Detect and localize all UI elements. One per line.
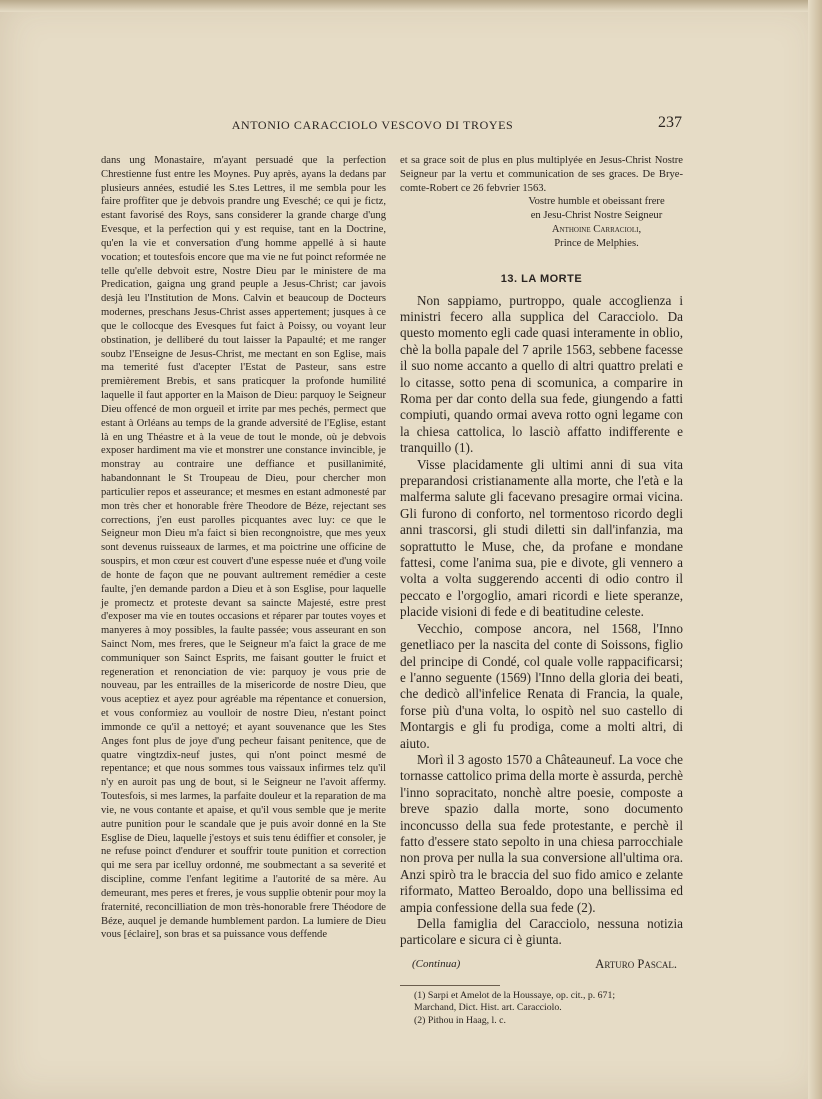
signatory-title: Prince de Melphies. [554, 237, 639, 249]
paragraph: Non sappiamo, purtroppo, quale accoglienza i ministri fecero alla supplica del Caracciolo. Da questo momento egli cade quasi interamente in oblio, chè la bolla papale del 7 aprile 1563, sebbene facesse il suo nome accanto a quello di altri quattro prelati e lo citasse, sotto pena di scomunica, a comparire in Roma per dar conto della sua fede, giungendo a fatti compiuti, quando ormai aveva rotto ogni legame con la chiesa cattolica, lo lasciò affatto indifferente e tranquillo (1). [400, 292, 683, 456]
page-top-edge [0, 0, 822, 12]
footnote: (1) Sarpi et Amelot de la Houssaye, op. cit., p. 671; [414, 989, 616, 1001]
footnote: (2) Pithou in Haag, l. c. [414, 1014, 506, 1026]
footnote-continuation: Marchand, Dict. Hist. art. Caracciolo. [414, 1002, 562, 1014]
page-header [100, 112, 682, 138]
right-column [400, 154, 683, 1027]
author-name: Arturo Pascal. [595, 956, 677, 971]
paragraph: Visse placidamente gli ultimi anni di sua vita preparandosi cristianamente alla morte, che l'età e la malferma salute gli facevano presagire ormai vicina. Gli furono di conforto, nel tormentoso ricordo degli anni trascorsi, gli studi diletti sin dall'infanzia, ma soprattutto le Muse, che, da profane e mondane fattesi, come l'anima sua, pie e divote, gli vennero a volta a volta suggerendo accenti di odio contro il peccato e l'orgoglio, amari ricordi e liete speranze, placide visioni di fede e di beatitudine celeste. [400, 456, 683, 620]
footnote-rule [400, 985, 500, 986]
closing-line: Vostre humble et obeissant frere [528, 196, 665, 208]
left-column [101, 154, 386, 942]
letter-conclusion: et sa grace soit de plus en plus multiplyée en Jesus-Christ Nostre Seigneur par la vertu et communication de ses graces. De Brye-comte-Robert ce 26 febvrier 1563. [400, 155, 683, 194]
paragraph: Della famiglia del Caracciolo, nessuna notizia particolare e sicura ci è giunta. [400, 916, 683, 948]
paragraph: Morì il 3 agosto 1570 a Châteauneuf. La voce che tornasse cattolico prima della morte è assurda, perchè l'inno sopracitato, nonchè altre poesie, composte a breve spazio dalla morte, sono documento inconcusso della sua fede protestante, e perchè il fatto d'essere stato sepolto in una chiesa parrocchiale non prova per nulla la sua conversione all'ultima ora. Anzi spirò tra le braccia del suo fido amico e zelante riformato, Matteo Beroaldo, dopo una bellissima ed ampia confessione della sua fede (2). [400, 751, 683, 915]
signatory-name: Anthoine Carracioli, [551, 223, 642, 235]
signature-row [400, 955, 683, 977]
page-number: 237 [658, 114, 682, 131]
closing-line: en Jesu-Christ Nostre Seigneur [530, 210, 663, 222]
section-heading: 13. LA MORTE [500, 272, 583, 285]
running-head: ANTONIO CARACCIOLO VESCOVO DI TROYES [231, 118, 514, 132]
continua-note: (Continua) [412, 957, 461, 970]
paragraph: Vecchio, compose ancora, nel 1568, l'Inno genetliaco per la nascita del conte di Soissons, figlio del principe di Condé, col quale volle rappacificarsi; e l'anno seguente (1569) l'Inno della gloria dei beati, che dedicò all'infelice Renata di Francia, la quale, forse più d'una volta, lo ospitò nel suo castello di Montargis e gli fu prodiga, come a molti altri, di aiuto. [400, 620, 683, 751]
page-right-edge [808, 0, 822, 1099]
letter-text: dans ung Monastaire, m'ayant persuadé que la perfection Chrestienne fust entre les Moynes. Puy après, ayans la dedans par plusieurs années, estudié les S.tes Lettres, il me sembla pour les faire proffiter que je debvois prandre ung Evesché; ce qui je fictz, estant favorisé des Roys, sans considerer la grande charge d'ung Evesque, et la perfection qui y est requise, tant en la Doctrine, qu'en la vie et conversation d'ung homme appellé à si haute vocation; et toutesfois encore que ma vie ne fut poinct reformée ne telle qu'elle debvoit estre, Nostre Dieu par le ministere de ma Predication, gaigna ung grand peuple a Jesus-Christ; car javois desjà leu l'Institution de Mons. Calvin et beaucoup de Docteurs modernes, preschans Jesus-Christ asses appertement; jusques à ce que le collocque des Evesques fut faict à Poissy, ou voyant leur obstination, je delliberé du tout laisser la Papaulté; et me ranger soubz l'Enseigne de Jesus-Christ, me mectant en son Eglise, mais ma temerité fust d'acepter l'Estat de Pasteur, sans estre premièrement Brebis, et sans praticquer la profonde humilité laquelle il faut apporter en la Maison de Dieu: parquoy le Seigneur Dieu offencé de mon orgueil et irrite par mes pechés, permect que estant à Orléans au temps de la grande adversité de l'Eglise, estant là en ung Théastre et à la veue de tout le monde, où je debvois exposer hardiment ma vie et monstrer une constance invincible, je monstray au contraire une deffiance et pusillanimité, habandonnant le St Troupeau de Dieu, pour chercher mon particulier repos et asseurance; et mesmes en estant admonesté par mon très cher et honorable frère Theodore de Béze, rejectant ses corrections, j'en eust parolles picquantes avec luy: ce que le Seigneur mon Dieu m'a faict si bien recongnoistre, que mes yeux sont devenus ruisseaux de larmes, et ma poictrine une officine de souspirs, et mon cœur est couvert d'une espesse nuée et d'ung voile de honte de façon que ne pouvant aultrement remédier a ceste faulte, j'en demande pardon a Dieu et à son Esglise, pour laquelle je promectz et proteste devant sa saincte Majesté, estre prest d'exposer ma vie en toutes occasions et réparer par toutes voyes et manyeres à moy possibles, la faulte passée; vous asseurant en son Sainct Nom, mes freres, que le Seigneur m'a faict la grace de me communiquer son Sainct Esprits, me faisant goutter le fruict et regeneration et renonciation de vie: parquoy je vous prie de nouveau, par les entrailles de la misericorde de nostre Dieu, que vous aceptiez et ayez pour agréable ma répentance et conuersion, et vous conformiez au voulloir de nostre Dieu, n'estant poinct immonde ce qu'il a nettoyé; et ayant souvenance que les Stes Anges font plus de joye d'ung pecheur faisant penitence, que de quatre vingtzdix-neuf justes, qui n'ont poinct mesmé de repentance; et que nous sommes tous vaissaux infirmes telz qu'il n'y en auroit pas ung de bout, si le Seigneur ne l'avoit affermy. Toutesfois, si mes larmes, la parfaite douleur et la reparation de ma vie, ne vous contante et apaise, et qu'il vous semble que je merite autre punition pour le scandale que je puis avoir donné en la Ste Esglise de Dieu, laquelle j'estoys et suis tenu édiffier et consoler, je ne refuse poinct d'endurer et souffrir toute punition et correction qui me sera par icelluy ordonné, me soubmectant a sa severité et discipline, comme l'enfant legitime a l'autorité de sa mère. Au demeurant, mes peres et freres, je vous supplie obtenir pour moy la fraternité, reconcilliation de mon très-honorable frere Théodore de Béze, auquel je demande humblement pardon. La lumiere de Dieu vous [éclaire], son bras et sa puissance vous deffende [101, 155, 386, 941]
